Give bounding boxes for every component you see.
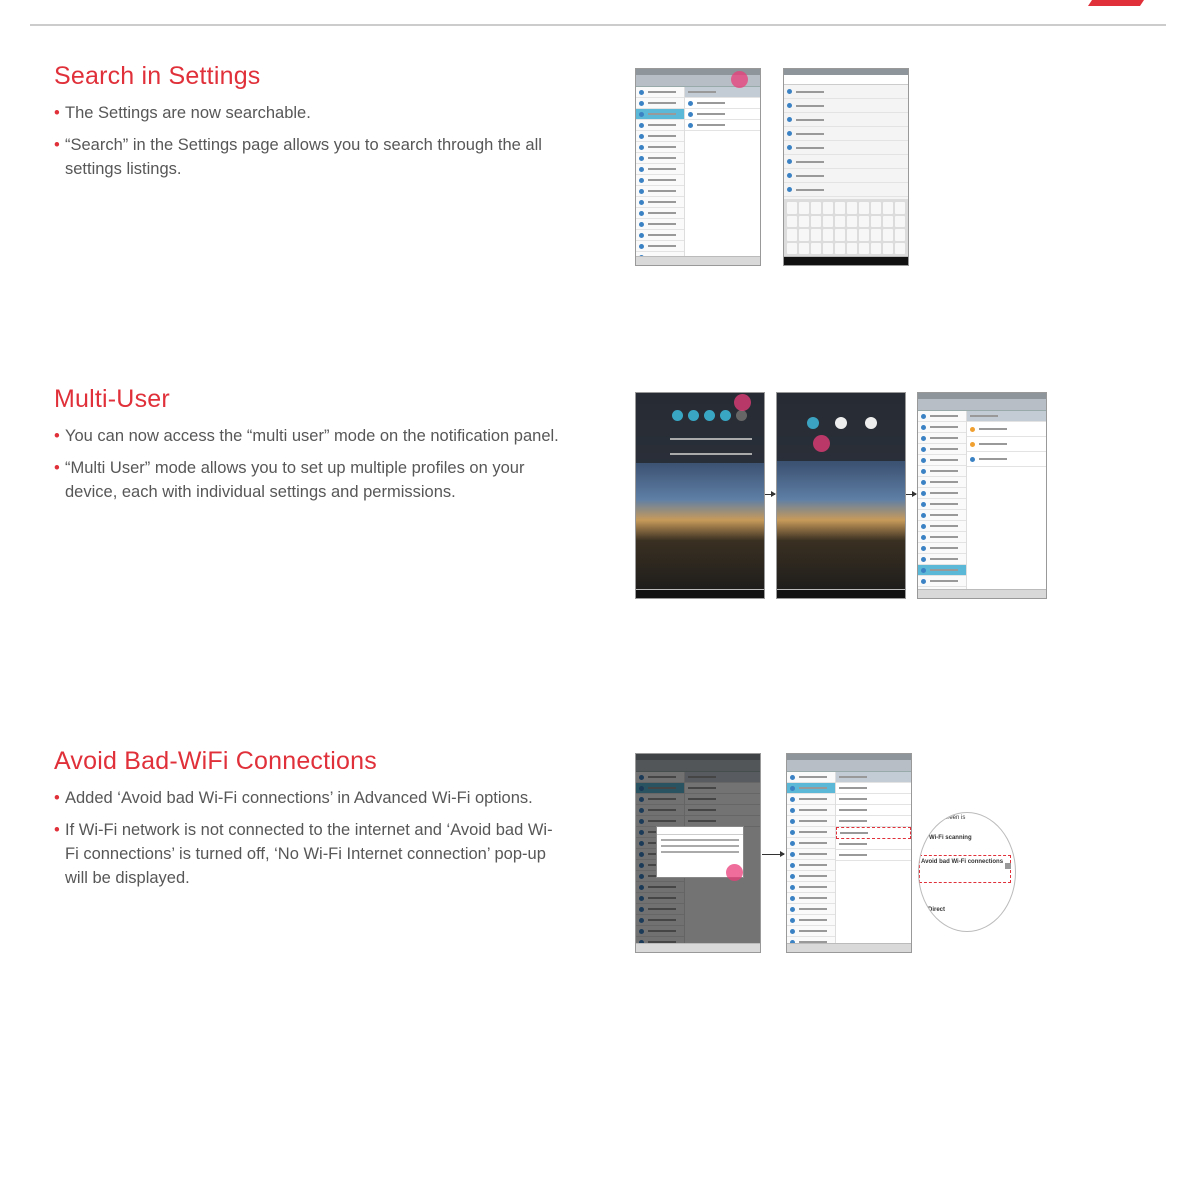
users-panel-screenshot — [776, 392, 906, 599]
advanced-wifi-screenshot — [786, 753, 912, 953]
zoom-magnifier: en screen is ow Wi-Fi scanning Avoid bad Wi-Fi connections Fi Direct — [918, 812, 1016, 932]
arrow-right-icon — [762, 854, 784, 855]
settings-screenshot — [635, 68, 761, 266]
notification-panel-screenshot — [635, 392, 765, 599]
bullet-item: • If Wi-Fi network is not connected to the internet and ‘Avoid bad Wi-Fi connections’ is turned off, ‘No Wi-Fi Internet connection’ pop-up will be displayed. — [54, 821, 553, 887]
bullet-item: • “Multi User” mode allows you to set up multiple profiles on your device, each with individual settings and permissions. — [54, 459, 525, 501]
section-multi-user — [54, 385, 564, 512]
touch-indicator-icon — [726, 864, 743, 881]
keyboard — [784, 199, 908, 257]
bullet-item: • Added ‘Avoid bad Wi-Fi connections’ in Advanced Wi-Fi options. — [54, 789, 533, 807]
brand-logo — [1088, 0, 1148, 8]
arrow-right-icon — [906, 494, 916, 495]
touch-indicator-icon — [731, 71, 748, 88]
section-search-in-settings — [54, 62, 564, 189]
bullet-item: • “Search” in the Settings page allows you to search through the all settings listings. — [54, 136, 542, 178]
bullet-item: • The Settings are now searchable. — [54, 104, 311, 122]
touch-indicator-icon — [813, 435, 830, 452]
section-title: Search in Settings — [54, 62, 261, 90]
wifi-popup-screenshot — [635, 753, 761, 953]
search-results-screenshot — [783, 68, 909, 266]
header-rule — [30, 24, 1166, 26]
section-avoid-bad-wifi — [54, 747, 564, 898]
arrow-right-icon — [765, 494, 775, 495]
bullet-item: • You can now access the “multi user” mode on the notification panel. — [54, 427, 559, 445]
section-title: Multi-User — [54, 385, 170, 413]
section-title: Avoid Bad-WiFi Connections — [54, 747, 377, 775]
touch-indicator-icon — [734, 394, 751, 411]
users-settings-screenshot — [917, 392, 1047, 599]
